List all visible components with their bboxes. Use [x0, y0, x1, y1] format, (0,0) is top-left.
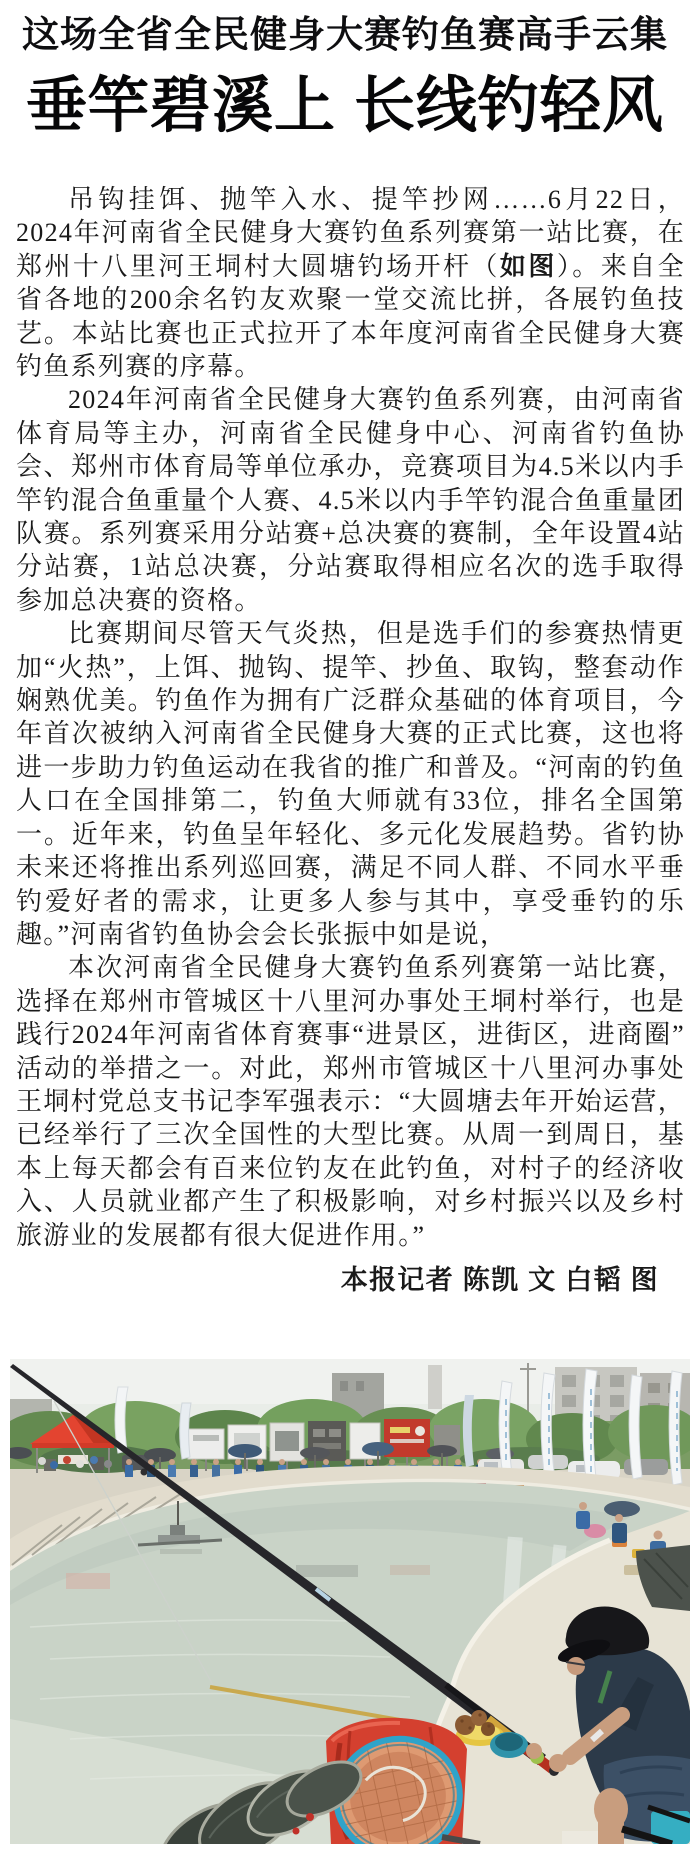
paragraph-2: 2024年河南省全民健身大赛钓鱼系列赛，由河南省体育局等主办，河南省全民健身中心、河南省钓鱼协会、郑州市体育局等单位承办，竞赛项目为4.5米以内手竿钓混合鱼重量个人赛、4.5米以内手竿钓混合鱼重量团队赛。系列赛采用分站赛+总决赛的赛制，全年设置4站分站赛，1站总决赛，分站赛取得相应名次的选手取得参加总决赛的资格。	[16, 385, 685, 615]
article-photo	[10, 1359, 690, 1844]
paragraph-1-bold-ref: 如图	[499, 251, 557, 281]
paragraph-1-text-end: ）。来自全省各地的200余名钓友欢聚一堂交流比拼，各展钓鱼技艺。本站比赛也正式拉开了本年度河南省全民健身大赛钓鱼系列赛的序幕。	[16, 251, 685, 381]
article-body	[16, 183, 685, 1297]
main-headline: 垂竿碧溪上 长线钓轻风	[26, 70, 664, 139]
paragraph-1	[16, 183, 685, 383]
paragraph-4: 本次河南省全民健身大赛钓鱼系列赛第一站比赛，选择在郑州市管城区十八里河办事处王垌村举行，也是践行2024年河南省体育赛事“进景区，进街区，进商圈”活动的举措之一。对此，郑州市管城区十八里河办事处王垌村党总支书记李军强表示：“大圆塘去年开始运营，已经举行了三次全国性的大型比赛。从周一到周日，基本上每天都会有百来位钓友在此钓鱼，对村子的经济收入、人员就业都产生了积极影响，对乡村振兴以及乡村旅游业的发展都有很大促进作用。”	[16, 953, 685, 1250]
kicker-headline: 这场全省全民健身大赛钓鱼赛高手云集	[22, 14, 668, 55]
photo-canvas	[10, 1359, 690, 1844]
byline: 本报记者 陈凯 文 白韬 图	[340, 1264, 659, 1295]
paragraph-3: 比赛期间尽管天气炎热，但是选手们的参赛热情更加“火热”，上饵、抛钩、提竿、抄鱼、取钩，整套动作娴熟优美。钓鱼作为拥有广泛群众基础的体育项目，今年首次被纳入河南省全民健身大赛的正式比赛，这也将进一步助力钓鱼运动在我省的推广和普及。“河南的钓鱼人口在全国排第二，钓鱼大师就有33位，排名全国第一。近年来，钓鱼呈年轻化、多元化发展趋势。省钓协未来还将推出系列巡回赛，满足不同人群、不同水平垂钓爱好者的需求，让更多人参与其中，享受垂钓的乐趣。”河南省钓鱼协会会长张振中如是说，	[16, 619, 685, 949]
paragraph-1-text: 吊钩挂饵、抛竿入水、提竿抄网……6月22日，2024年河南省全民健身大赛钓鱼系列赛第一站比赛，在郑州十八里河王垌村大圆塘钓场开杆（	[16, 184, 685, 281]
